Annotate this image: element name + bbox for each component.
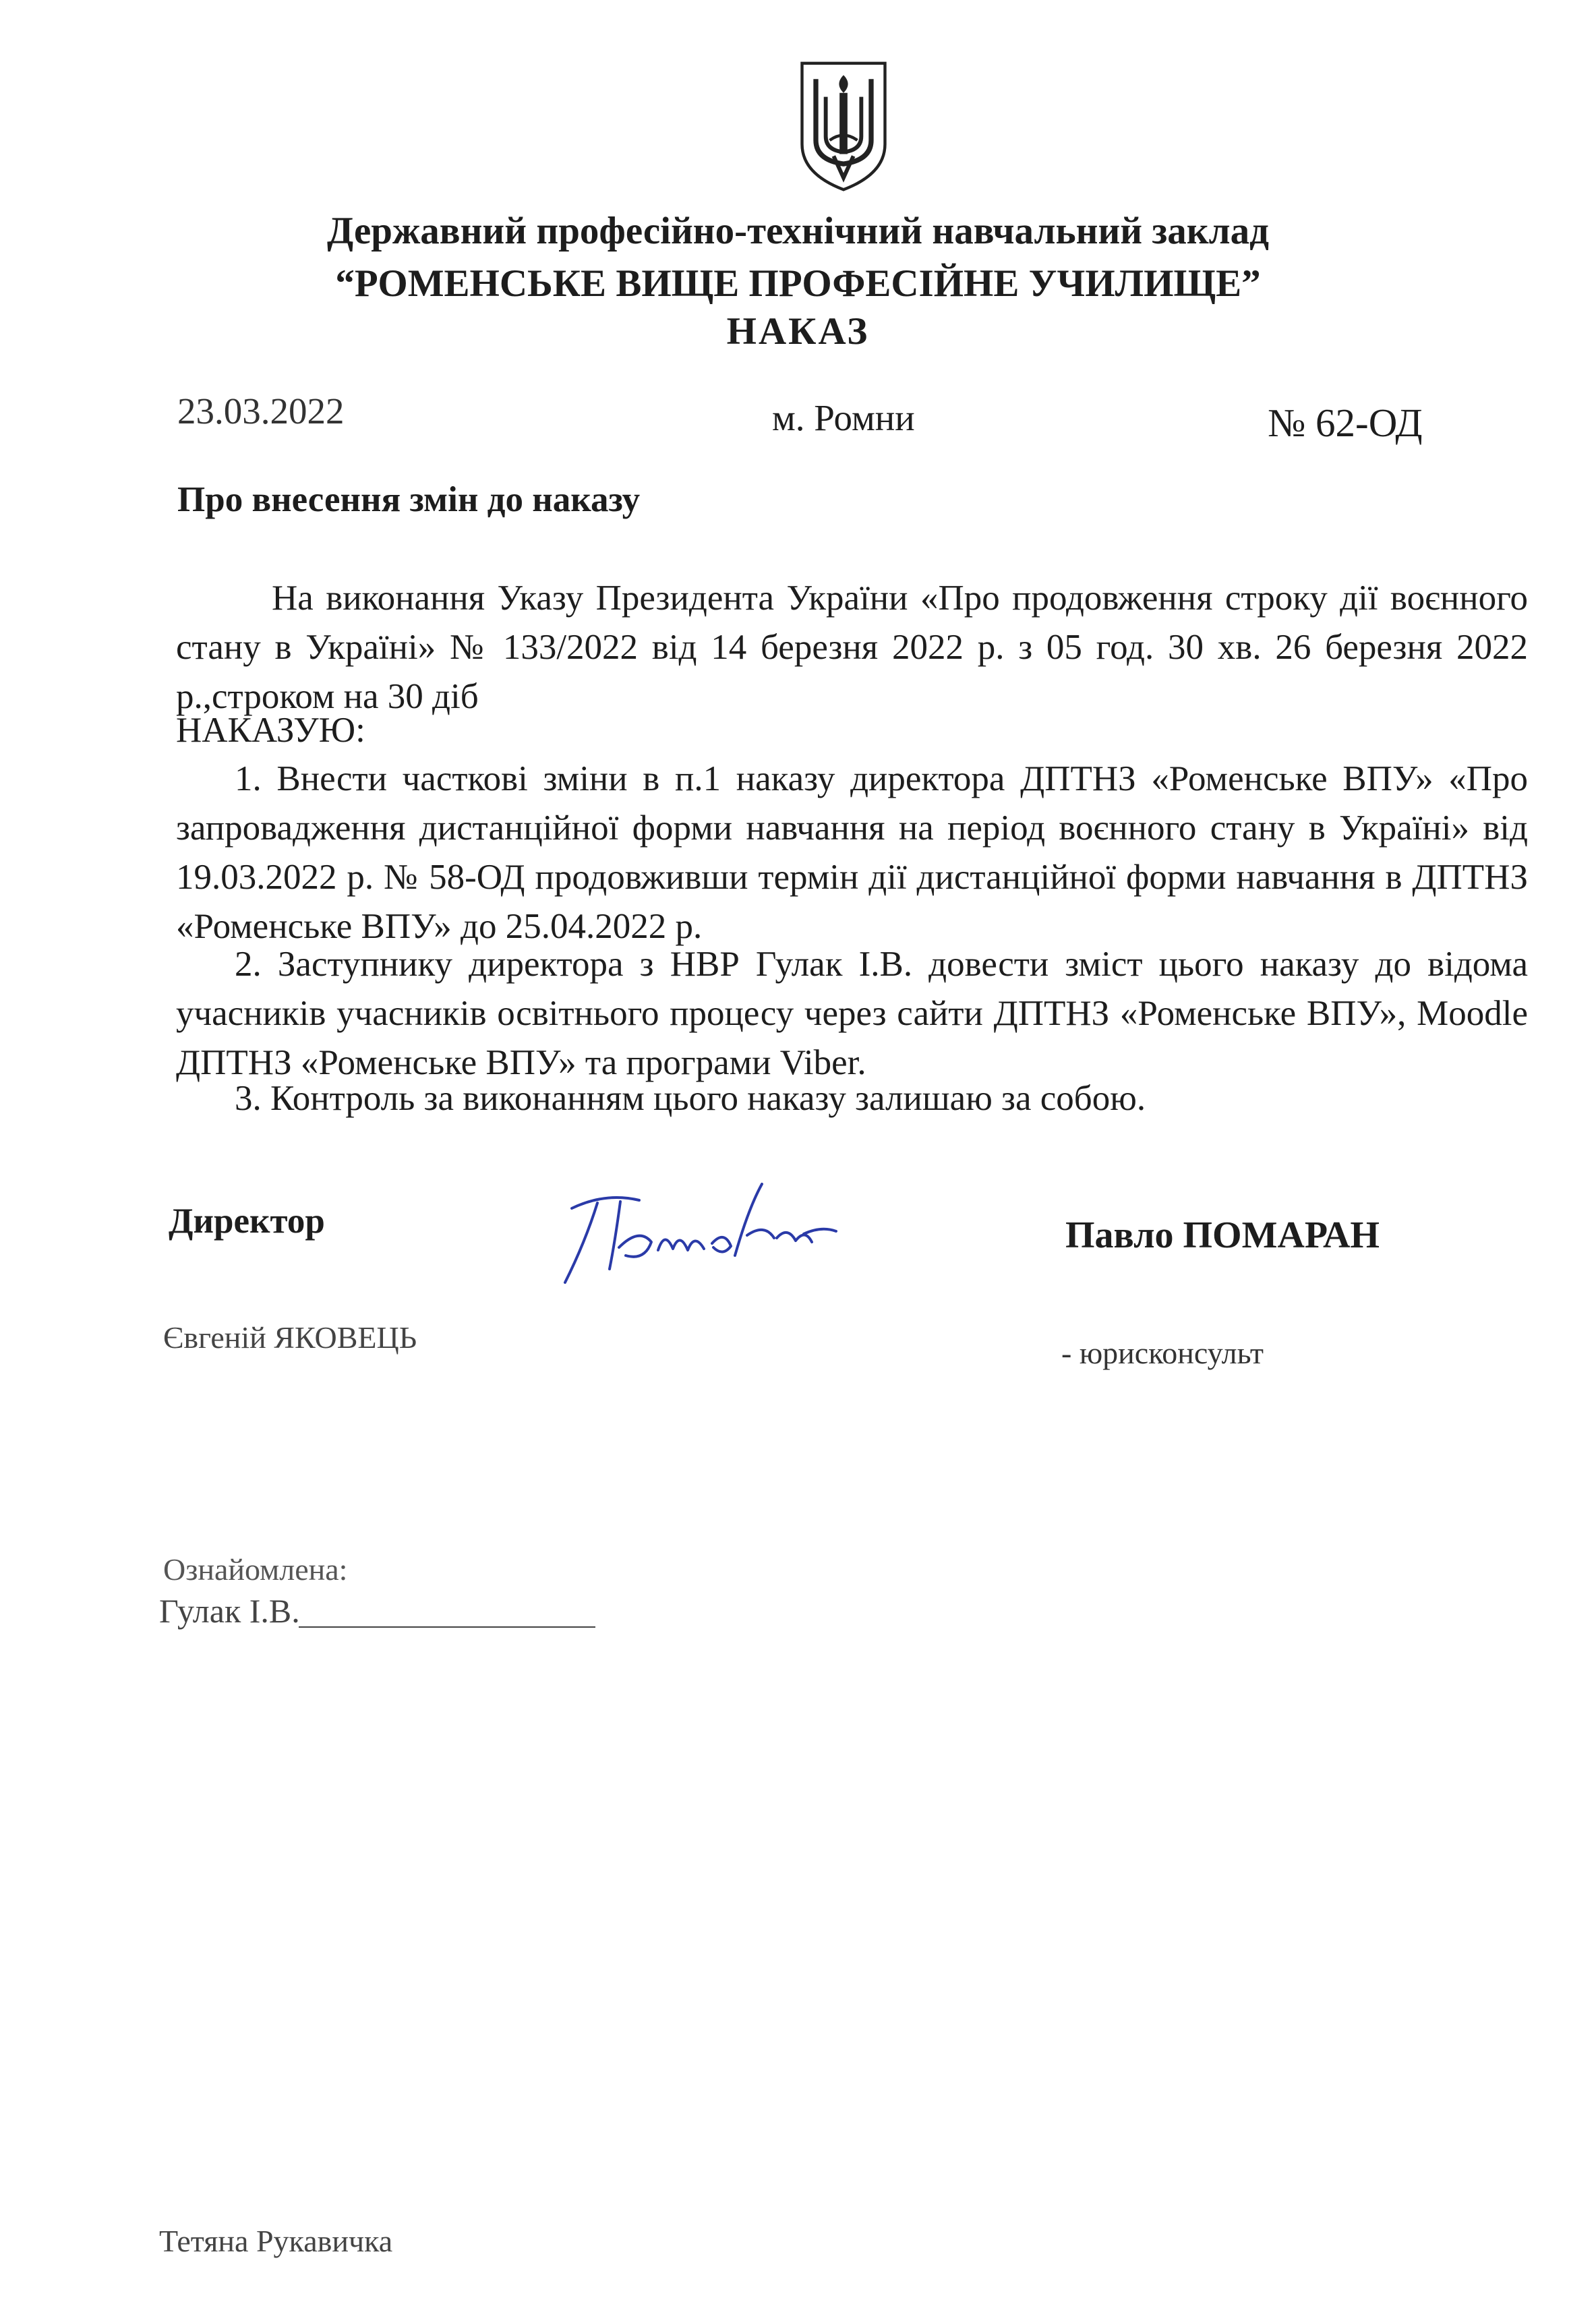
order-number: № 62-ОД (1268, 401, 1423, 445)
acknowledgement-signature-line (299, 1626, 595, 1628)
signatory-name: Павло ПОМАРАН (1065, 1214, 1380, 1256)
prepared-by-name: Євгеній ЯКОВЕЦЬ (163, 1320, 417, 1355)
order-item-2: 2. Заступнику директора з НВР Гулак І.В. довести зміст цього наказу до відома учасників учасників освітнього процесу через сайти ДПТНЗ «Роменське ВПУ», Moodle ДПТНЗ «Роменське ВПУ» та програми Viber. (176, 945, 1528, 1082)
prepared-by-role: - юрисконсульт (1061, 1336, 1264, 1370)
footer-name: Тетяна Рукавичка (159, 2224, 393, 2258)
document-type: НАКАЗ (726, 310, 870, 353)
intro-paragraph: На виконання Указу Президента України «Про продовження строку дії воєнного стану в Україні» № 133/2022 від 14 березня 2022 р. з 05 год. 30 хв. 26 березня 2022 р.,строком на 30 діб (176, 579, 1528, 716)
institution-name: “РОМЕНСЬКЕ ВИЩЕ ПРОФЕСІЙНЕ УЧИЛИЩЕ” (335, 262, 1261, 305)
order-item-1: 1. Внести часткові зміни в п.1 наказу директора ДПТНЗ «Роменське ВПУ» «Про запровадження дистанційної форми навчання на період воєнного стану в Україні» від 19.03.2022 р. № 58-ОД продовживши термін дії дистанційної форми навчання в ДПТНЗ «Роменське ВПУ» до 25.04.2022 р. (176, 759, 1528, 946)
acknowledgement-name: Гулак І.В. (159, 1592, 300, 1630)
acknowledgement-label: Ознайомлена: (163, 1552, 348, 1587)
order-city: м. Ромни (772, 397, 915, 438)
institution-type: Державний професійно-технічний навчальний заклад (327, 210, 1269, 252)
order-item-3: 3. Контроль за виконанням цього наказу залишаю за собою. (235, 1079, 1146, 1118)
order-subject: Про внесення змін до наказу (177, 480, 641, 519)
handwritten-signature (545, 1168, 841, 1293)
order-date: 23.03.2022 (177, 390, 345, 432)
orders-label: НАКАЗУЮ: (176, 711, 365, 750)
signatory-role: Директор (169, 1202, 325, 1241)
coat-of-arms-icon (793, 57, 894, 196)
